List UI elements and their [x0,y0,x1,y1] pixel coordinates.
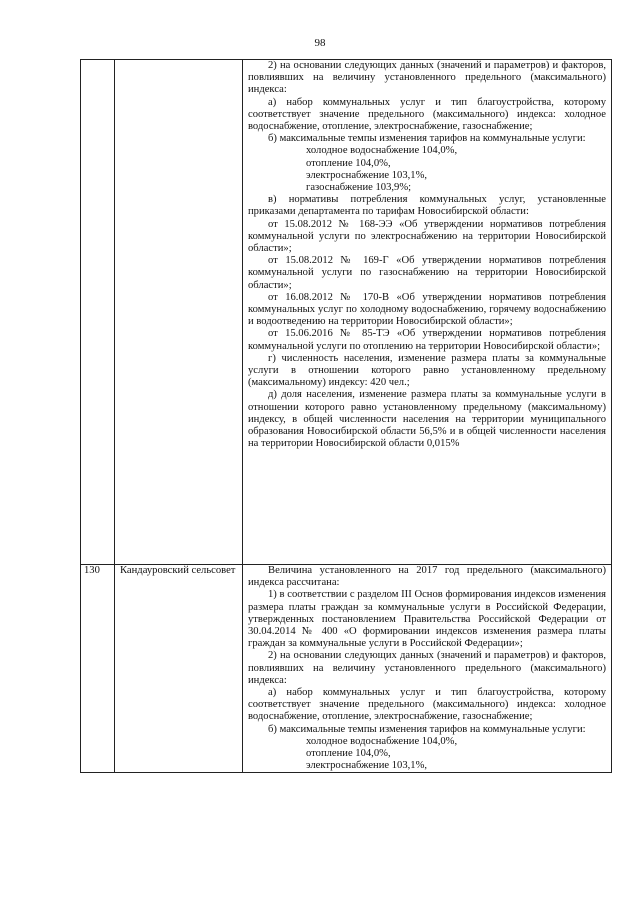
paragraph: от 15.06.2016 № 85-ТЭ «Об утверждении нормативов потребления коммунальной услуги по отоплению на территории Новосибирской области»; [248,328,606,352]
row-number-cell [81,60,115,565]
tariff-rate-line: отопление 104,0%, [306,157,391,169]
municipality-name-cell [115,60,243,565]
paragraph: г) численность населения, изменение размера платы за коммунальные услуги в отношении которого равно установленному предельному (максимальному) индексу: 420 чел.; [248,352,606,389]
paragraph: от 15.08.2012 № 169-Г «Об утверждении нормативов потребления коммунальной услуги по газоснабжению на территории Новосибирской области»; [248,255,606,291]
paragraph: а) набор коммунальных услуг и тип благоустройства, которому соответствует значение предельного (максимального) индекса: холодное водоснабжение, отопление, электроснабжение, газоснабжение; [248,687,606,723]
table-row [81,60,612,565]
tariff-rate-line: отопление 104,0%, [306,748,391,760]
municipality-name-cell [115,565,243,773]
tariff-rate-line: электроснабжение 103,1%, [306,169,428,181]
paragraph: д) доля населения, изменение размера платы за коммунальные услуги в отношении которого равно установленному предельному (максимальному) индексу, в общей численности населения на территории муниципального образования Новосибирской области 56,5% и в общей численности населения на территории Новосибирской области 0,015% [248,389,606,450]
paragraph: Величина установленного на 2017 год предельного (максимального) индекса рассчитана: [248,565,606,589]
paragraph: в) нормативы потребления коммунальных услуг, установленные приказами департамента по тарифам Новосибирской области: [248,194,606,218]
paragraph: а) набор коммунальных услуг и тип благоустройства, которому соответствует значение предельного (максимального) индекса: холодное водоснабжение, отопление, электроснабжение, газоснабжение; [248,96,606,133]
municipality-name: Кандауровский сельсовет [120,565,236,576]
page-number: 98 [314,37,326,49]
paragraph: б) максимальные темпы изменения тарифов на коммунальные услуги: [268,133,586,145]
index-description-cell [243,565,612,773]
tariff-rate-line: газоснабжение 103,9%; [306,182,412,194]
tariff-rate-line: холодное водоснабжение 104,0%, [306,735,458,747]
paragraph: от 15.08.2012 № 168-ЭЭ «Об утверждении нормативов потребления коммунальной услуги по электроснабжению на территории Новосибирской области»; [248,218,606,255]
paragraph: 1) в соответствии с разделом III Основ формирования индексов изменения размера платы граждан за коммунальные услуги в Российской Федерации, утвержденных постановлением Правительства Российской Федерации от 30.04.2014 № 400 «О формировании индексов изменения размера платы граждан за коммунальные услуги в Российской Федерации»; [248,589,606,650]
municipal-index-table [80,59,612,773]
table-row [81,565,612,773]
paragraph: 2) на основании следующих данных (значений и параметров) и факторов, повлиявших на величину установленного предельного (максимального) индекса: [248,650,606,686]
row-number-cell [81,565,115,773]
paragraph: от 16.08.2012 № 170-В «Об утверждении нормативов потребления коммунальных услуг по холодному водоснабжению, горячему водоснабжению и водоотведению на территории Новосибирской области»; [248,291,606,328]
index-description-cell [243,60,612,565]
paragraph: б) максимальные темпы изменения тарифов на коммунальные услуги: [268,723,586,735]
tariff-rate-line: холодное водоснабжение 104,0%, [306,145,458,157]
tariff-rate-line: электроснабжение 103,1%, [306,760,428,772]
row-number: 130 [84,565,100,576]
paragraph: 2) на основании следующих данных (значений и параметров) и факторов, повлиявших на величину установленного предельного (максимального) индекса: [248,60,606,96]
